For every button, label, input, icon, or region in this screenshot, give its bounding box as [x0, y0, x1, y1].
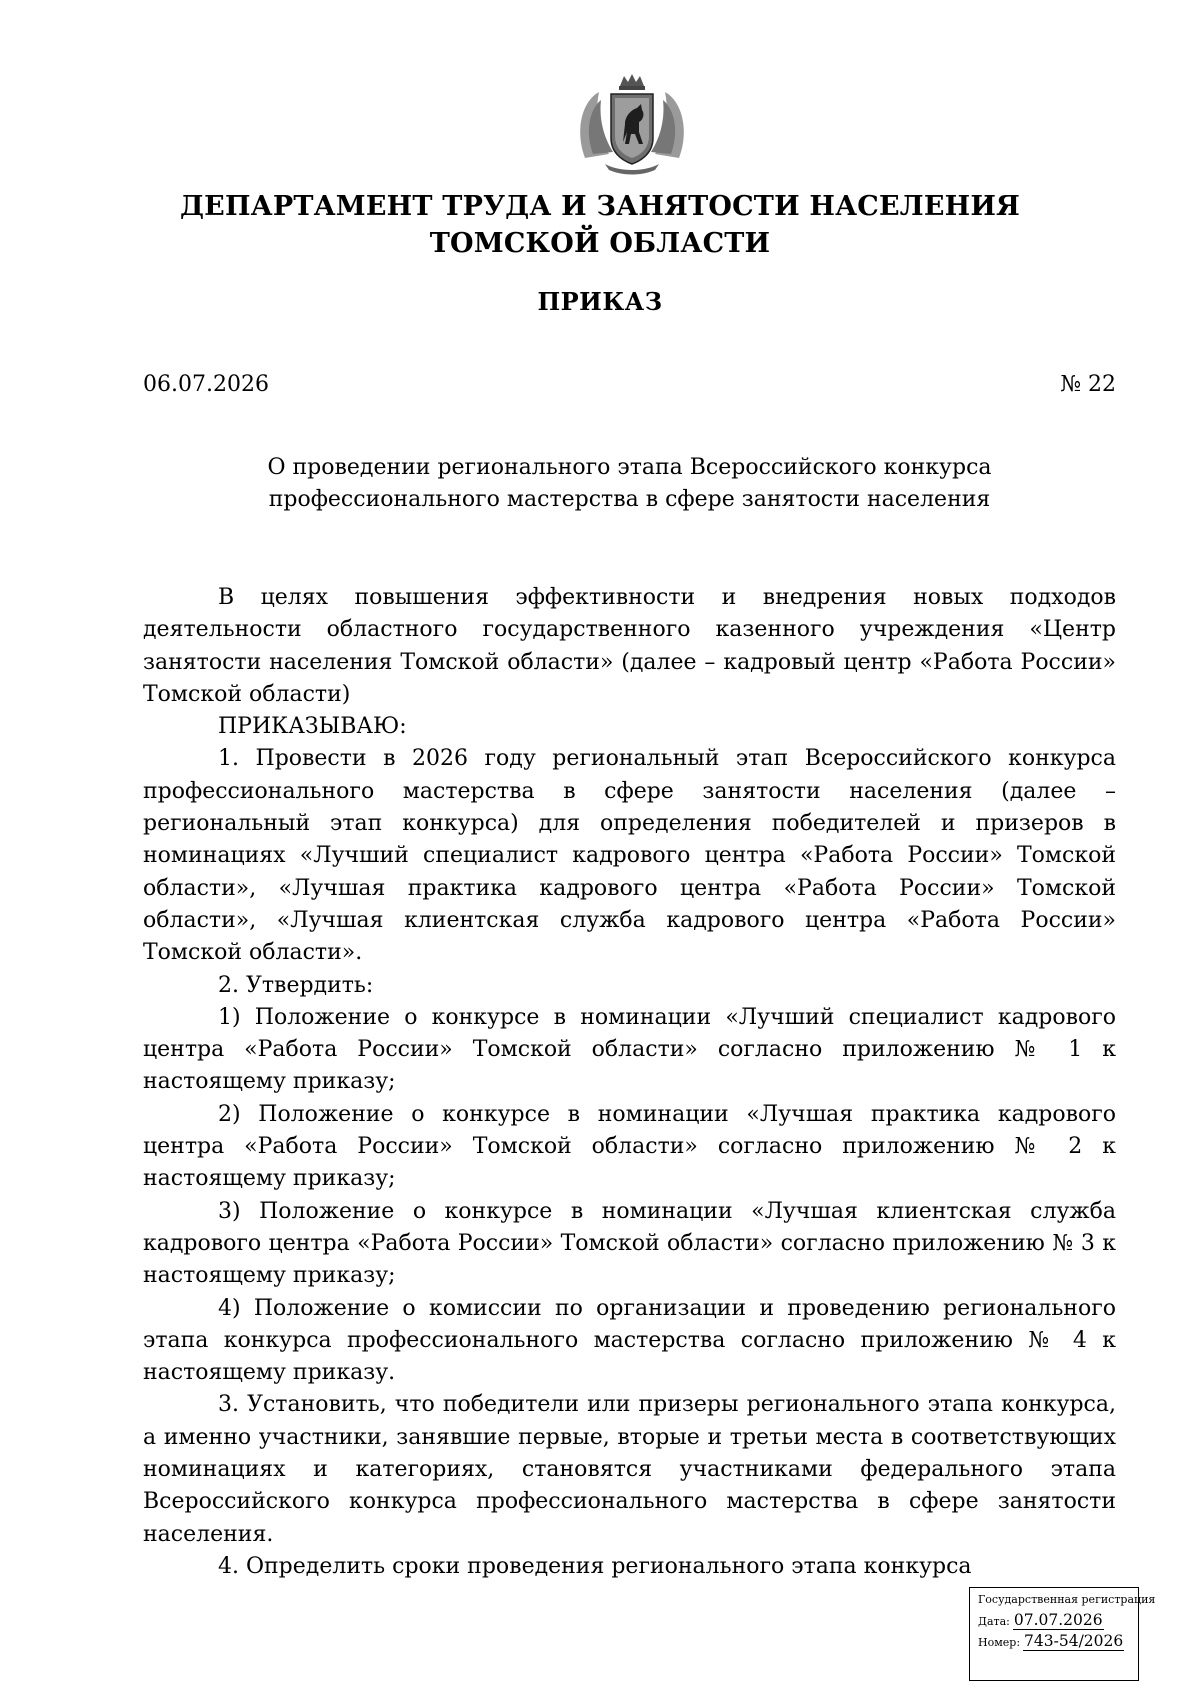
- body-paragraph-item-1: 1. Провести в 2026 году региональный этап Всероссийского конкурса профессионального мастерства в сфере занятости населения (далее – региональный этап конкурса) для определения победителей и призеров в номинациях «Лучший специалист кадрового центра «Работа России» Томской области», «Лучшая практика кадрового центра «Работа России» Томской области», «Лучшая клиентская служба кадрового центра «Работа России» Томской области».: [143, 746, 1116, 966]
- body-paragraph-item-2-3: 3) Положение о конкурсе в номинации «Лучшая клиентская служба кадрового центра «Работа России» Томской области» согласно приложению № 3 к настоящему приказу;: [143, 1198, 1116, 1289]
- registration-date-label: Дата:: [978, 1615, 1010, 1628]
- body-paragraph-item-3: 3. Установить, что победители или призеры регионального этапа конкурса, а именно участники, занявшие первые, вторые и третьи места в соответствующих номинациях и категориях, становятся участниками федерального этапа Всероссийского конкурса профессионального мастерства в сфере занятости населения.: [143, 1392, 1116, 1547]
- registration-date-value: 07.07.2026: [1013, 1611, 1103, 1629]
- body-paragraph-item-2-4: 4) Положение о комиссии по организации и проведению регионального этапа конкурса профессионального мастерства согласно приложению № 4 к настоящему приказу.: [143, 1295, 1116, 1386]
- document-subject-line1: О проведении регионального этапа Всероссийского конкурса: [267, 455, 992, 480]
- registration-stamp-title: Государственная регистрация: [978, 1593, 1156, 1606]
- registration-stamp: [969, 1587, 1156, 1681]
- body-paragraph-item-2-2: 2) Положение о конкурсе в номинации «Лучшая практика кадрового центра «Работа России» Томской области» согласно приложению № 2 к настоящему приказу;: [143, 1101, 1116, 1192]
- document-subject: [143, 452, 1116, 516]
- organization-name: [100, 188, 1100, 262]
- registration-number-row: [978, 1630, 1132, 1651]
- registration-number-label: Номер:: [978, 1636, 1021, 1649]
- body-paragraph-item-4: 4. Определить сроки проведения регионального этапа конкурса: [218, 1553, 972, 1579]
- registration-date-row: [978, 1609, 1132, 1630]
- document-body: [143, 582, 1116, 1583]
- body-paragraph-preamble: В целях повышения эффективности и внедрения новых подходов деятельности областного государственного казенного учреждения «Центр занятости населения Томской области» (далее – кадровый центр «Работа России» Томской области): [143, 585, 1116, 707]
- document-number: № 22: [1060, 372, 1116, 397]
- coat-of-arms-emblem: [575, 72, 689, 176]
- organization-name-line2: ТОМСКОЙ ОБЛАСТИ: [429, 228, 771, 259]
- body-paragraph-order-word: ПРИКАЗЫВАЮ:: [218, 714, 407, 740]
- document-date: 06.07.2026: [143, 372, 269, 397]
- document-type-title: ПРИКАЗ: [537, 287, 663, 316]
- body-paragraph-item-2-1: 1) Положение о конкурсе в номинации «Лучший специалист кадрового центра «Работа России» Томской области» согласно приложению № 1 к настоящему приказу;: [143, 1004, 1116, 1095]
- document-subject-line2: профессионального мастерства в сфере занятости населения: [268, 487, 991, 512]
- registration-number-value: 743-54/2026: [1024, 1632, 1124, 1650]
- body-paragraph-item-2: 2. Утвердить:: [218, 972, 374, 998]
- organization-name-line1: ДЕПАРТАМЕНТ ТРУДА И ЗАНЯТОСТИ НАСЕЛЕНИЯ: [179, 191, 1021, 222]
- coat-of-arms-icon: [575, 72, 689, 176]
